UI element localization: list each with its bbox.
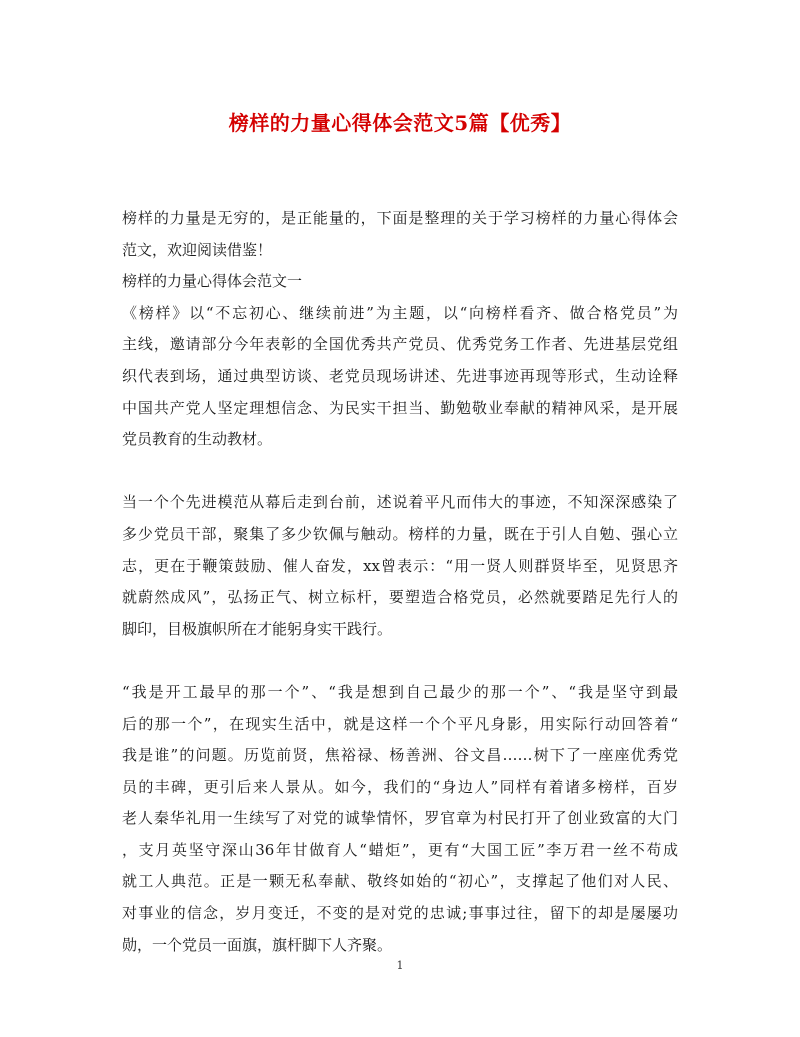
text-line: ，支月英坚守深山36年甘做育人“蜡炬”，更有“大国工匠”李万君一丝不苟成 <box>122 840 678 859</box>
paragraph <box>122 487 678 645</box>
text-line: 老人秦华礼用一生续写了对党的诚挚情怀，罗官章为村民打开了创业致富的大门 <box>122 809 678 828</box>
page-number: 1 <box>396 959 404 972</box>
text-line: 榜样的力量是无穷的，是正能量的，下面是整理的关于学习榜样的力量心得体会 <box>122 209 678 227</box>
text-line: 勋，一个党员一面旗，旗杆脚下人齐聚。 <box>122 935 393 954</box>
text-line: 党员教育的生动教材。 <box>122 430 273 449</box>
text-line: 《榜样》以“不忘初心、继续前进”为主题，以“向榜样看齐、做合格党员”为 <box>122 303 678 322</box>
text-line: 中国共产党人坚定理想信念、为民实干担当、勤勉敬业奉献的精神风采，是开展 <box>122 398 678 417</box>
text-line: 范文，欢迎阅读借鉴！ <box>122 240 273 259</box>
text-line: 多少党员干部，聚集了多少钦佩与触动。榜样的力量，既在于引人自勉、强心立 <box>122 524 678 543</box>
text-line: 对事业的信念，岁月变迁，不变的是对党的忠诚;事事过往，留下的却是屡屡功 <box>122 904 678 923</box>
text-line: 榜样的力量心得体会范文一 <box>122 272 303 291</box>
text-line: 当一个个先进模范从幕后走到台前，述说着平凡而伟大的事迹，不知深深感染了 <box>122 493 678 512</box>
text-line: 员的丰碑，更引后来人景从。如今，我们的“身边人”同样有着诸多榜样，百岁 <box>122 777 678 796</box>
text-line: 就蔚然成风”，弘扬正气、树立标杆，要塑造合格党员，必然就要踏足先行人的 <box>122 588 678 607</box>
paragraph <box>122 677 678 961</box>
text-line: 我是谁”的问题。历览前贤，焦裕禄、杨善洲、谷文昌……树下了一座座优秀党 <box>122 746 678 765</box>
paragraph-gap <box>122 456 678 488</box>
text-line: “我是开工最早的那一个”、“我是想到自己最少的那一个”、“我是坚守到最 <box>122 682 678 701</box>
document-body <box>122 203 678 961</box>
paragraph <box>122 298 678 456</box>
section-heading <box>122 266 678 298</box>
document-title: 榜样的力量心得体会范文5篇【优秀】 <box>228 111 572 135</box>
paragraph-gap <box>122 645 678 677</box>
text-line: 脚印，目极旗帜所在才能躬身实干践行。 <box>122 619 393 638</box>
text-line: 主线，邀请部分今年表彰的全国优秀共产党员、优秀党务工作者、先进基层党组 <box>122 335 678 354</box>
text-line: 就工人典范。正是一颗无私奉献、敬终如始的“初心”，支撑起了他们对人民、 <box>122 872 678 891</box>
text-line: 志，更在于鞭策鼓励、催人奋发，xx曾表示：“用一贤人则群贤毕至，见贤思齐 <box>122 556 678 575</box>
paragraph-intro <box>122 203 678 266</box>
text-line: 织代表到场，通过典型访谈、老党员现场讲述、先进事迹再现等形式，生动诠释 <box>122 366 678 385</box>
text-line: 后的那一个”，在现实生活中，就是这样一个个平凡身影，用实际行动回答着“ <box>122 714 678 733</box>
